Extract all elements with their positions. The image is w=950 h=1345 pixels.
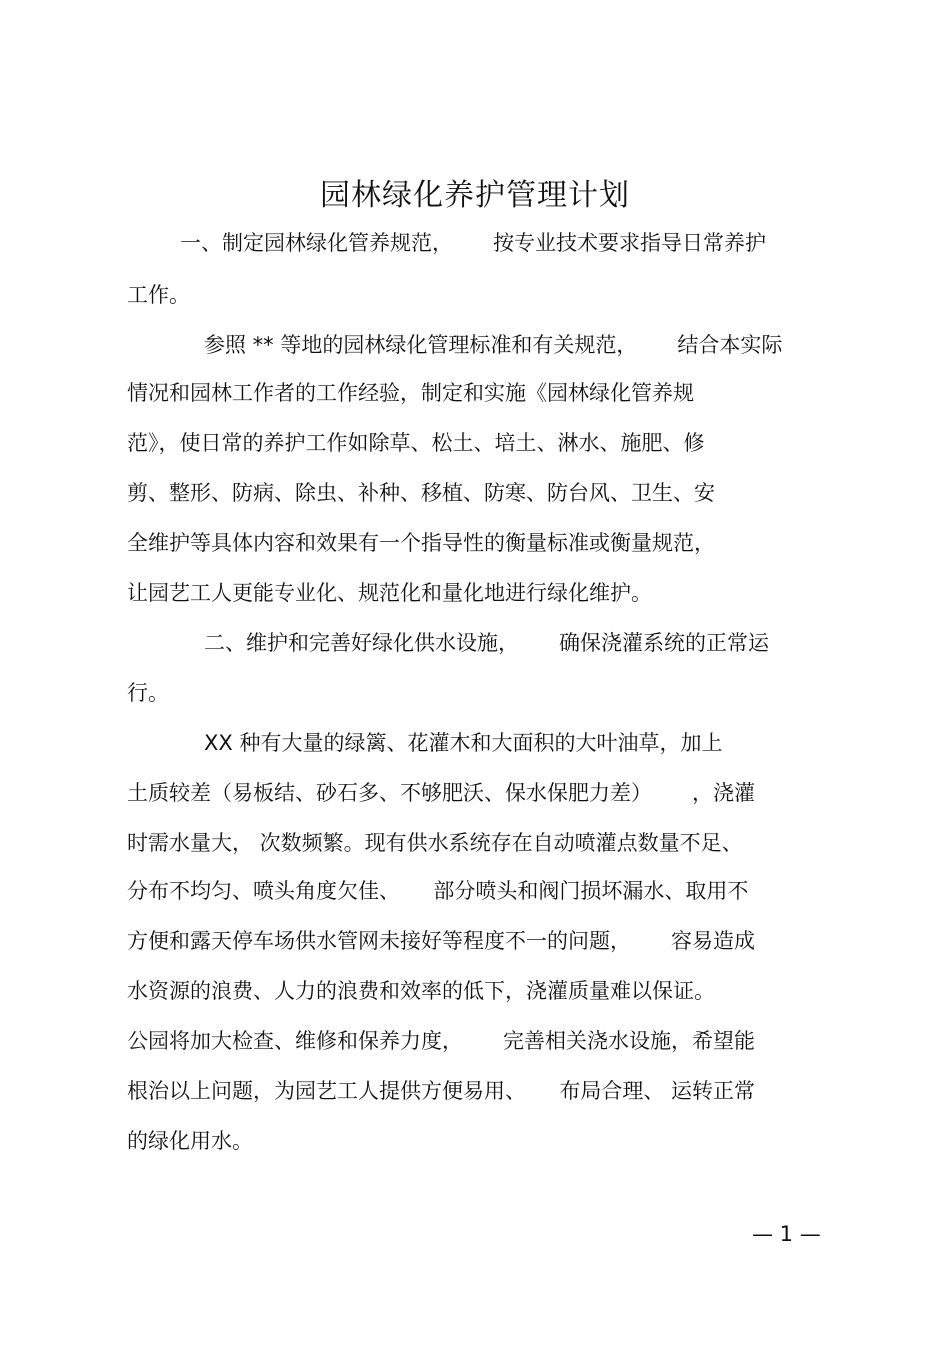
paragraph-line: 的绿化用水。 bbox=[127, 1129, 253, 1153]
paragraph-line: 方便和露天停车场供水管网未接好等程度不一的问题， 容易造成 bbox=[127, 929, 756, 953]
paragraph-line: 工作。 bbox=[127, 283, 190, 307]
page-number: — 1 — bbox=[752, 1222, 821, 1246]
document-title: 园林绿化养护管理计划 bbox=[320, 178, 630, 213]
paragraph-line: 情况和园林工作者的工作经验，制定和实施《园林绿化管养规 bbox=[127, 381, 694, 405]
paragraph-line: 参照 ** 等地的园林绿化管理标准和有关规范， 结合本实际 bbox=[204, 333, 783, 357]
section-heading-1: 一、制定园林绿化管养规范， 按专业技术要求指导日常养护 bbox=[180, 231, 767, 255]
paragraph-line: 水资源的浪费、人力的浪费和效率的低下，浇灌质量难以保证。 bbox=[127, 979, 715, 1003]
paragraph-line: XX 种有大量的绿篱、花灌木和大面积的大叶油草，加上 bbox=[204, 731, 723, 755]
section-heading-2: 二、维护和完善好绿化供水设施， 确保浇灌系统的正常运 bbox=[204, 631, 770, 655]
paragraph-line: 行。 bbox=[127, 681, 169, 705]
paragraph-line: 让园艺工人更能专业化、规范化和量化地进行绿化维护。 bbox=[127, 581, 652, 605]
paragraph-line: 范》，使日常的养护工作如除草、松土、培土、淋水、施肥、修 bbox=[127, 431, 705, 455]
paragraph-line: 根治以上问题，为园艺工人提供方便易用、 布局合理、 运转正常 bbox=[127, 1079, 756, 1103]
paragraph-line: 全维护等具体内容和效果有一个指导性的衡量标准或衡量规范， bbox=[127, 531, 715, 555]
paragraph-line: 时需水量大， 次数频繁。现有供水系统存在自动喷灌点数量不足、 bbox=[127, 831, 743, 855]
paragraph-line: 剪、整形、防病、除虫、补种、移植、防寒、防台风、卫生、安 bbox=[127, 481, 715, 505]
paragraph-line: 土质较差（易板结、砂石多、不够肥沃、保水保肥力差） ，浇灌 bbox=[127, 781, 756, 805]
paragraph-line: 分布不均匀、喷头角度欠佳、 部分喷头和阀门损坏漏水、取用不 bbox=[127, 879, 749, 903]
paragraph-line: 公园将加大检查、维修和保养力度， 完善相关浇水设施，希望能 bbox=[127, 1029, 756, 1053]
